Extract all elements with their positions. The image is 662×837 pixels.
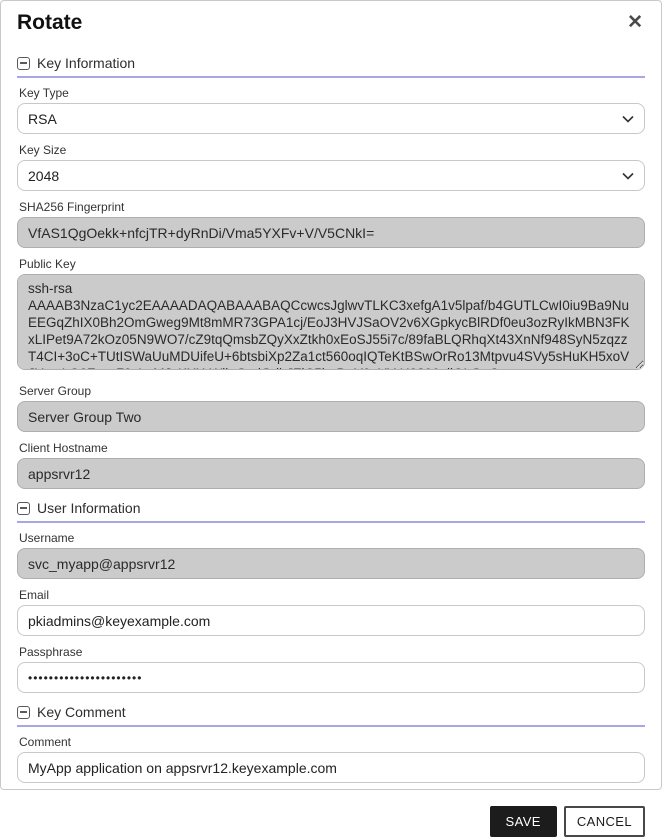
comment-field[interactable] — [17, 752, 645, 783]
username-field — [17, 548, 645, 579]
section-key-information — [17, 55, 645, 489]
collapse-minus-icon[interactable] — [17, 57, 30, 70]
dialog-footer — [17, 806, 645, 837]
section-user-information — [17, 500, 645, 693]
passphrase-label: Passphrase — [19, 645, 83, 659]
collapse-minus-icon[interactable] — [17, 502, 30, 515]
field-passphrase — [17, 645, 645, 693]
field-key-type — [17, 86, 645, 134]
public-key-label: Public Key — [19, 257, 76, 271]
field-comment — [17, 735, 645, 783]
section-key-comment — [17, 704, 645, 783]
section-title: User Information — [37, 500, 141, 516]
section-header-key-comment[interactable] — [17, 704, 645, 727]
key-type-select[interactable] — [17, 103, 645, 134]
field-key-size — [17, 143, 645, 191]
page-title: Rotate — [17, 11, 83, 34]
comment-label: Comment — [19, 735, 72, 749]
sha256-fingerprint-field — [17, 217, 645, 248]
client-hostname-field — [17, 458, 645, 489]
field-server-group — [17, 384, 645, 432]
sha256-fingerprint-label: SHA256 Fingerprint — [19, 200, 125, 214]
save-button[interactable]: SAVE — [490, 806, 557, 837]
email-label: Email — [19, 588, 50, 602]
key-type-label: Key Type — [19, 86, 69, 100]
server-group-field — [17, 401, 645, 432]
section-title: Key Information — [37, 55, 136, 71]
server-group-label: Server Group — [19, 384, 92, 398]
username-label: Username — [19, 531, 75, 545]
section-title: Key Comment — [37, 704, 126, 720]
collapse-minus-icon[interactable] — [17, 706, 30, 719]
passphrase-field[interactable] — [17, 662, 645, 693]
section-header-key-information[interactable] — [17, 55, 645, 78]
section-header-user-information[interactable] — [17, 500, 645, 523]
client-hostname-label: Client Hostname — [19, 441, 108, 455]
public-key-textarea[interactable] — [17, 274, 645, 370]
field-email — [17, 588, 645, 636]
cancel-button[interactable]: CANCEL — [564, 806, 645, 837]
key-size-label: Key Size — [19, 143, 67, 157]
field-client-hostname — [17, 441, 645, 489]
close-icon[interactable]: ✕ — [627, 12, 643, 33]
field-username — [17, 531, 645, 579]
email-field[interactable] — [17, 605, 645, 636]
field-sha256-fingerprint — [17, 200, 645, 248]
field-public-key — [17, 257, 645, 375]
key-size-select[interactable] — [17, 160, 645, 191]
